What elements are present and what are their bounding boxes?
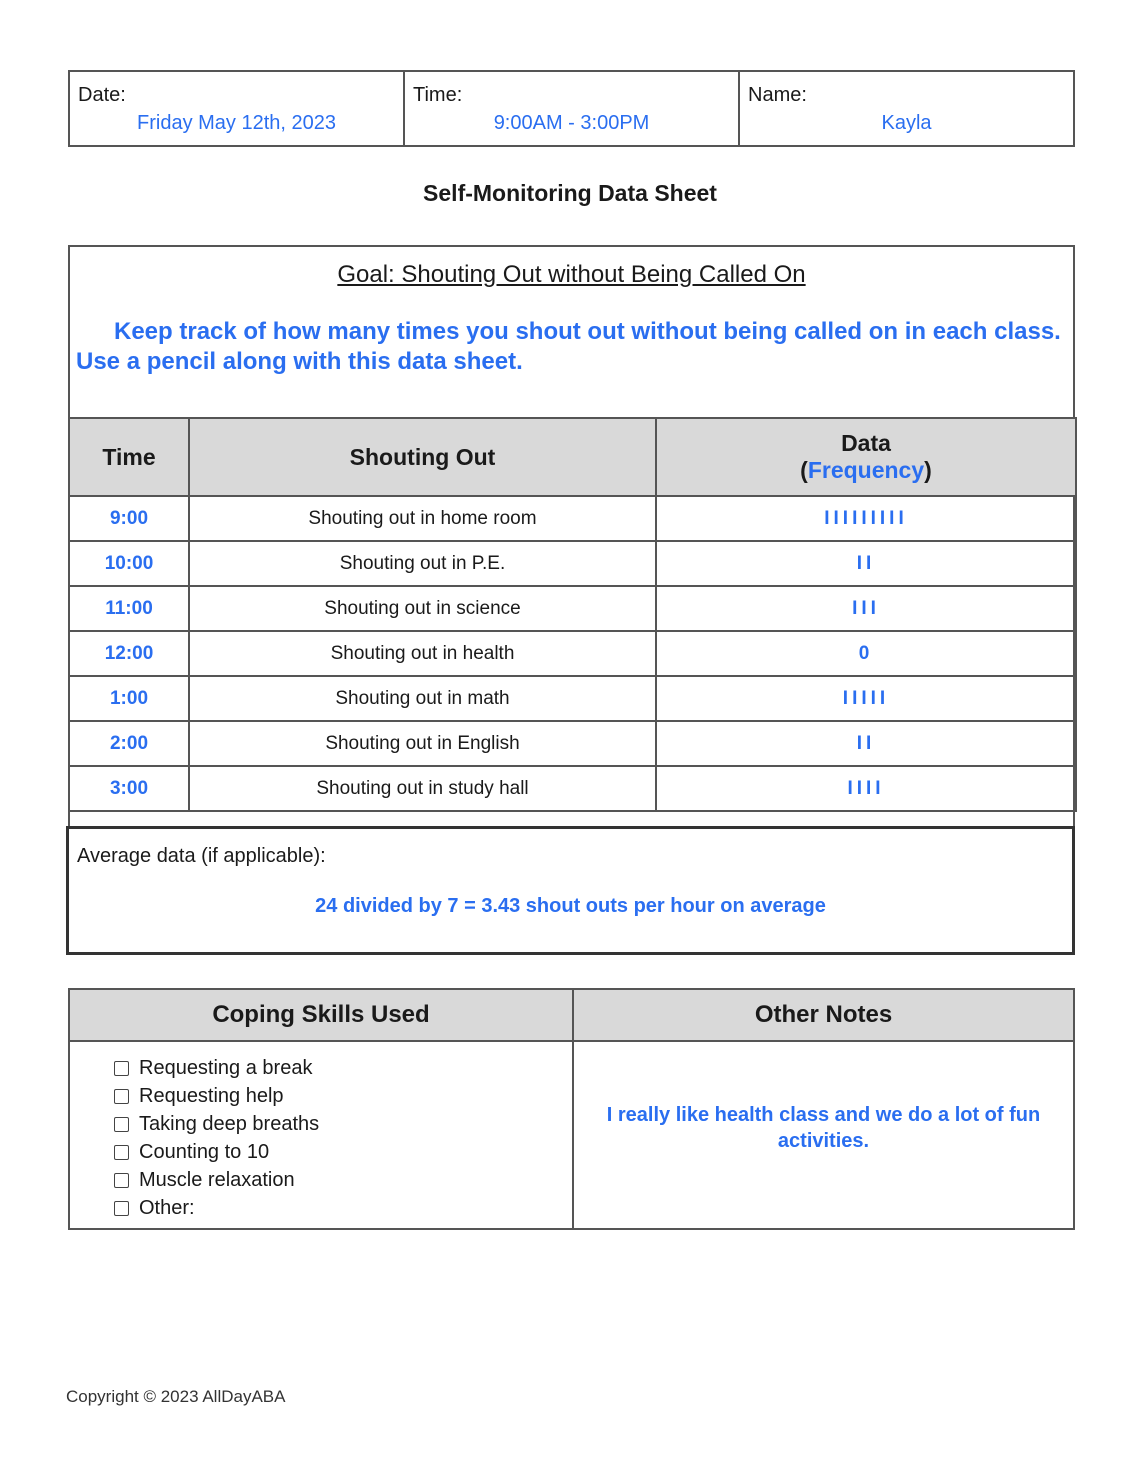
row-tally: IIIIIIIII	[656, 496, 1076, 541]
row-time: 3:00	[69, 766, 189, 811]
row-tally: IIIII	[656, 676, 1076, 721]
coping-item[interactable]	[114, 1082, 319, 1110]
checkbox-icon[interactable]	[114, 1089, 129, 1104]
time-label: Time:	[413, 84, 463, 106]
coping-item-label: Taking deep breaths	[139, 1113, 320, 1135]
coping-item-label: Muscle relaxation	[139, 1169, 295, 1191]
other-notes-header: Other Notes	[574, 990, 1073, 1042]
coping-item-label: Counting to 10	[139, 1141, 270, 1163]
table-row	[69, 586, 1076, 631]
row-time: 10:00	[69, 541, 189, 586]
row-time: 1:00	[69, 676, 189, 721]
goal-title: Goal: Shouting Out without Being Called On	[337, 261, 806, 288]
row-time: 9:00	[69, 496, 189, 541]
time-column-header: Time	[69, 418, 189, 496]
checkbox-icon[interactable]	[114, 1145, 129, 1160]
name-value: Kayla	[881, 112, 932, 134]
other-notes-text: I really like health class and we do a lot of fun activities.	[606, 1104, 1041, 1152]
coping-skills-list	[114, 1054, 319, 1222]
name-cell	[740, 72, 1073, 145]
row-tally: II	[656, 721, 1076, 766]
row-tally: IIII	[656, 766, 1076, 811]
data-header-frequency: Frequency	[807, 457, 925, 483]
table-row	[69, 496, 1076, 541]
time-cell	[405, 72, 740, 145]
row-time: 2:00	[69, 721, 189, 766]
data-header-open-paren: (	[800, 457, 808, 483]
header-info-box	[68, 70, 1075, 147]
checkbox-icon[interactable]	[114, 1173, 129, 1188]
coping-item[interactable]	[114, 1166, 319, 1194]
name-label: Name:	[748, 84, 807, 106]
table-row	[69, 766, 1076, 811]
coping-skills-header: Coping Skills Used	[70, 990, 572, 1042]
coping-skills-panel	[70, 990, 574, 1228]
table-row	[69, 631, 1076, 676]
page-title: Self-Monitoring Data Sheet	[423, 180, 717, 206]
data-table	[68, 417, 1077, 812]
table-row	[69, 721, 1076, 766]
table-row	[69, 541, 1076, 586]
date-value: Friday May 12th, 2023	[137, 112, 336, 134]
date-cell	[70, 72, 405, 145]
data-header-title: Data	[841, 430, 891, 456]
coping-item[interactable]	[114, 1054, 319, 1082]
coping-item[interactable]	[114, 1110, 319, 1138]
copyright-text: Copyright © 2023 AllDayABA	[66, 1387, 286, 1406]
table-header-row	[69, 418, 1076, 496]
row-time: 11:00	[69, 586, 189, 631]
row-time: 12:00	[69, 631, 189, 676]
coping-item[interactable]	[114, 1138, 319, 1166]
time-value: 9:00AM - 3:00PM	[493, 112, 650, 134]
average-label: Average data (if applicable):	[77, 845, 326, 867]
checkbox-icon[interactable]	[114, 1201, 129, 1216]
data-header-close-paren: )	[924, 457, 932, 483]
checkbox-icon[interactable]	[114, 1117, 129, 1132]
average-box	[66, 826, 1075, 955]
date-label: Date:	[78, 84, 126, 106]
data-column-header	[656, 418, 1076, 496]
coping-item-label: Other:	[139, 1197, 195, 1219]
behavior-column-header: Shouting Out	[189, 418, 656, 496]
row-behavior: Shouting out in English	[189, 721, 656, 766]
goal-box	[68, 245, 1075, 828]
coping-item[interactable]	[114, 1194, 319, 1222]
checkbox-icon[interactable]	[114, 1061, 129, 1076]
row-tally: 0	[656, 631, 1076, 676]
coping-item-label: Requesting help	[139, 1085, 284, 1107]
bottom-box	[68, 988, 1075, 1230]
table-row	[69, 676, 1076, 721]
goal-instructions: Keep track of how many times you shout out without being called on in each class. Use a pencil along with this data sheet.	[76, 318, 1061, 375]
coping-item-label: Requesting a break	[139, 1057, 313, 1079]
data-header-sub	[657, 457, 1075, 484]
row-behavior: Shouting out in science	[189, 586, 656, 631]
row-tally: II	[656, 541, 1076, 586]
row-behavior: Shouting out in study hall	[189, 766, 656, 811]
average-value: 24 divided by 7 = 3.43 shout outs per hour on average	[315, 895, 826, 917]
row-behavior: Shouting out in P.E.	[189, 541, 656, 586]
other-notes-panel	[574, 990, 1073, 1228]
row-behavior: Shouting out in home room	[189, 496, 656, 541]
row-behavior: Shouting out in health	[189, 631, 656, 676]
row-behavior: Shouting out in math	[189, 676, 656, 721]
row-tally: III	[656, 586, 1076, 631]
